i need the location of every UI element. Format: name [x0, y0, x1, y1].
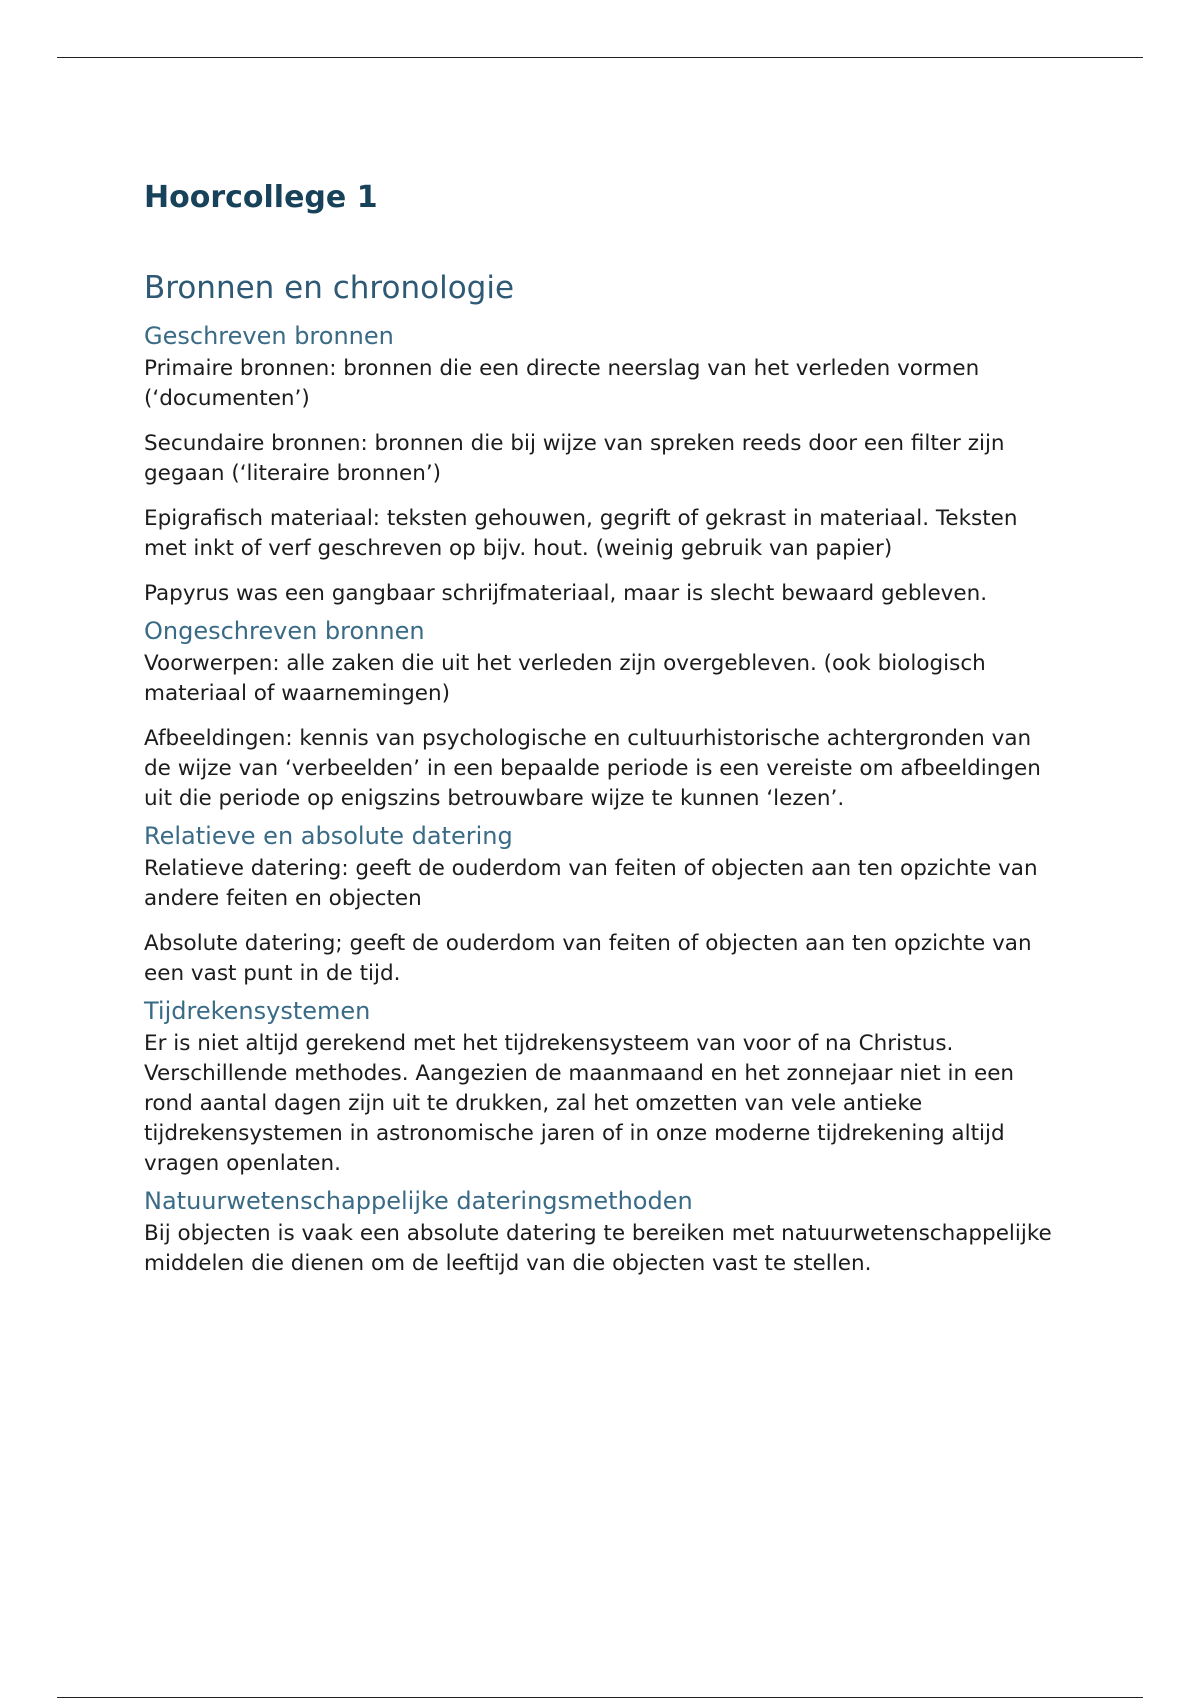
document-body [144, 174, 1064, 1283]
section-geschreven-bronnen [144, 318, 1064, 609]
section-heading: Natuurwetenschappelijke dateringsmethoden [144, 1187, 693, 1215]
section-ongeschreven-bronnen [144, 613, 1064, 814]
section-heading: Tijdrekensystemen [144, 997, 371, 1025]
section-heading: Ongeschreven bronnen [144, 617, 425, 645]
section-heading: Geschreven bronnen [144, 322, 394, 350]
top-rule [57, 57, 1143, 58]
section-dateringsmethoden [144, 1183, 1064, 1279]
paragraph: Afbeeldingen: kennis van psychologische en cultuurhistorische achtergronden van de wijze van ‘verbeelden’ in een bepaalde periode is een vereiste om afbeeldingen uit die periode op enigszins betrouwbare wijze te kunnen ‘lezen’. [144, 726, 1041, 811]
paragraph: Secundaire bronnen: bronnen die bij wijze van spreken reeds door een filter zijn gegaan (‘literaire bronnen’) [144, 431, 1005, 486]
section-tijdrekensystemen [144, 993, 1064, 1179]
paragraph: Absolute datering; geeft de ouderdom van feiten of objecten aan ten opzichte van een vast punt in de tijd. [144, 931, 1032, 986]
paragraph: Voorwerpen: alle zaken die uit het verleden zijn overgebleven. (ook biologisch materiaal of waarnemingen) [144, 651, 986, 706]
chapter-heading: Bronnen en chronologie [144, 270, 515, 306]
paragraph: Bij objecten is vaak een absolute datering te bereiken met natuurwetenschappelijke middelen die dienen om de leeftijd van die objecten vast te stellen. [144, 1221, 1052, 1276]
section-datering [144, 818, 1064, 989]
paragraph: Relatieve datering: geeft de ouderdom van feiten of objecten aan ten opzichte van andere feiten en objecten [144, 856, 1038, 911]
bottom-rule [57, 1697, 1143, 1698]
paragraph: Primaire bronnen: bronnen die een directe neerslag van het verleden vormen (‘documenten’) [144, 356, 980, 411]
paragraph: Er is niet altijd gerekend met het tijdrekensysteem van voor of na Christus. Verschillende methodes. Aangezien de maanmaand en het zonnejaar niet in een rond aantal dagen zijn uit te drukken, zal het omzetten van vele antieke tijdrekensystemen in astronomische jaren of in onze moderne tijdrekening altijd vragen openlaten. [144, 1031, 1015, 1176]
paragraph: Epigrafisch materiaal: teksten gehouwen, gegrift of gekrast in materiaal. Teksten met inkt of verf geschreven op bijv. hout. (weinig gebruik van papier) [144, 506, 1018, 561]
page-title: Hoorcollege 1 [144, 180, 378, 215]
paragraph: Papyrus was een gangbaar schrijfmateriaal, maar is slecht bewaard gebleven. [144, 581, 988, 606]
section-heading: Relatieve en absolute datering [144, 822, 513, 850]
